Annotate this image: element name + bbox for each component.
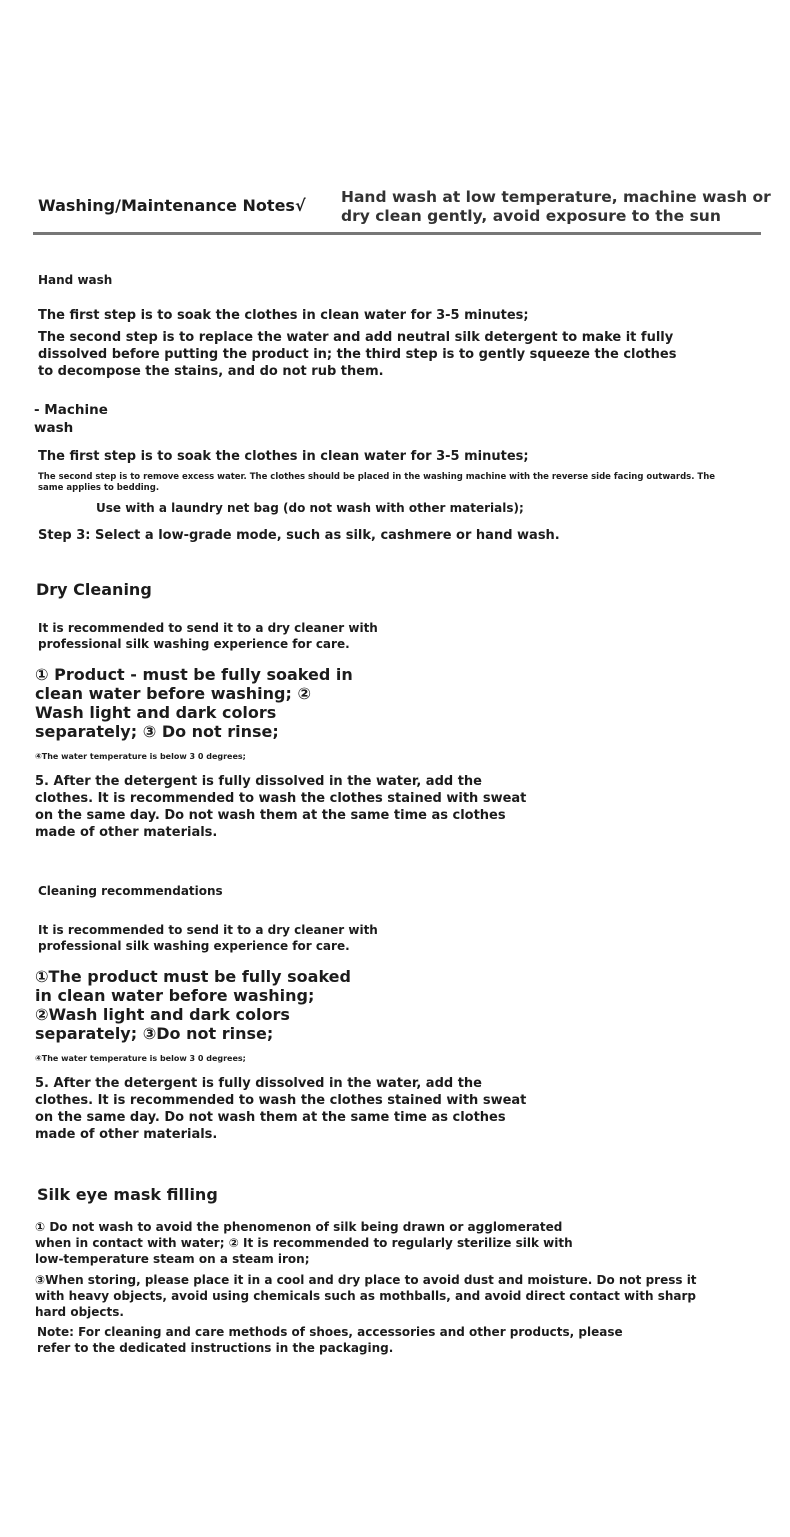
machine-wash-heading: - Machine wash [34, 402, 108, 436]
page-title: Washing/Maintenance Notes√ [38, 196, 306, 215]
dry-cleaning-temperature: ④The water temperature is below 3 0 degrees; [35, 752, 246, 761]
cleaning-recommendations-heading: Cleaning recommendations [38, 884, 223, 898]
laundry-bag-note: Use with a laundry net bag (do not wash with other materials); [96, 501, 524, 515]
machine-wash-step-1: The first step is to soak the clothes in clean water for 3-5 minutes; [38, 449, 529, 464]
dry-cleaning-steps: ① Product - must be fully soaked in clean water before washing; ② Wash light and dark colors separately; ③ Do not rinse; [35, 665, 353, 741]
eye-mask-heading: Silk eye mask filling [37, 1185, 218, 1204]
cleaning-recommendations-temperature: ④The water temperature is below 3 0 degrees; [35, 1054, 246, 1063]
cleaning-recommendations-advice: It is recommended to send it to a dry cleaner with professional silk washing experience for care. [38, 923, 378, 953]
eye-mask-item-1: ① Do not wash to avoid the phenomenon of silk being drawn or agglomerated when in contact with water; ② It is recommended to regularly sterilize silk with low-temperature steam on a steam iron; [35, 1220, 573, 1266]
header-divider [33, 232, 761, 235]
care-summary: Hand wash at low temperature, machine wash or dry clean gently, avoid exposure to the sun [341, 188, 771, 225]
cleaning-recommendations-steps: ①The product must be fully soaked in clean water before washing; ②Wash light and dark colors separately; ③Do not rinse; [35, 967, 351, 1043]
dry-cleaning-step-5: 5. After the detergent is fully dissolved in the water, add the clothes. It is recommended to wash the clothes stained with sweat on the same day. Do not wash them at the same time as clothes made of other materials. [35, 774, 527, 840]
hand-wash-step-1: The first step is to soak the clothes in clean water for 3-5 minutes; [38, 308, 529, 323]
hand-wash-step-2: The second step is to replace the water and add neutral silk detergent to make it fully dissolved before putting the product in; the third step is to gently squeeze the clothes to decompose the stains, and do not rub them. [38, 330, 677, 379]
machine-wash-step-2: The second step is to remove excess water. The clothes should be placed in the washing machine with the reverse side facing outwards. The same applies to bedding. [38, 472, 716, 493]
hand-wash-heading: Hand wash [38, 273, 113, 287]
machine-wash-step-3: Step 3: Select a low-grade mode, such as silk, cashmere or hand wash. [38, 528, 560, 543]
eye-mask-item-2: ③When storing, please place it in a cool and dry place to avoid dust and moisture. Do not press it with heavy objects, avoid using chemicals such as mothballs, and avoid direct contact with sharp hard objects. [35, 1273, 697, 1319]
dry-cleaning-heading: Dry Cleaning [36, 580, 152, 599]
cleaning-recommendations-step-5: 5. After the detergent is fully dissolved in the water, add the clothes. It is recommended to wash the clothes stained with sweat on the same day. Do not wash them at the same time as clothes made of other materials. [35, 1076, 527, 1142]
care-note: Note: For cleaning and care methods of shoes, accessories and other products, please refer to the dedicated instructions in the packaging. [37, 1325, 623, 1355]
dry-cleaning-recommendation: It is recommended to send it to a dry cleaner with professional silk washing experience for care. [38, 621, 378, 651]
